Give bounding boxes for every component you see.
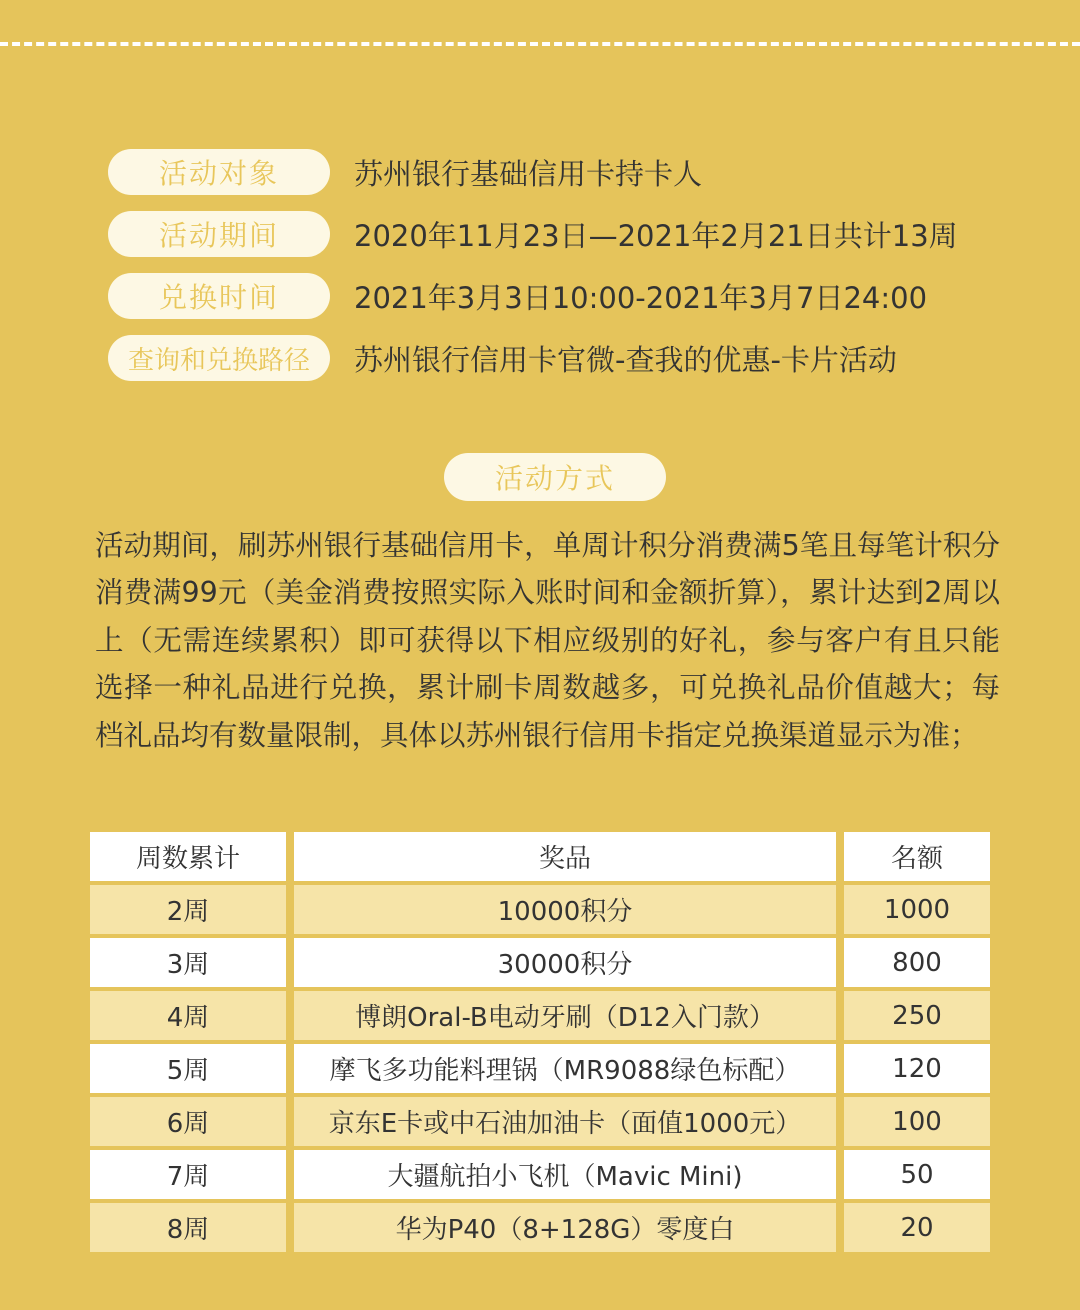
info-row-period <box>108 210 958 258</box>
cell-prize: 摩飞多功能料理锅（MR9088绿色标配） <box>294 1044 836 1093</box>
info-value: 2020年11月23日—2021年2月21日共计13周 <box>354 218 958 253</box>
info-value: 苏州银行信用卡官微-查我的优惠-卡片活动 <box>354 342 897 377</box>
cell-weeks: 3周 <box>90 938 286 987</box>
cell-weeks: 4周 <box>90 991 286 1040</box>
cell-quota: 800 <box>844 938 990 987</box>
header-quota: 名额 <box>844 832 990 881</box>
cell-weeks: 8周 <box>90 1203 286 1252</box>
table-header-row <box>90 832 990 881</box>
info-row-redeem-time <box>108 272 927 320</box>
info-value: 2021年3月3日10:00-2021年3月7日24:00 <box>354 280 928 315</box>
cell-quota: 50 <box>844 1150 990 1199</box>
info-label-pill: 兑换时间 <box>108 273 330 319</box>
table-row <box>90 885 990 934</box>
table-row <box>90 1150 990 1199</box>
cell-quota: 120 <box>844 1044 990 1093</box>
cell-quota: 250 <box>844 991 990 1040</box>
method-description: 活动期间，刷苏州银行基础信用卡，单周计积分消费满5笔且每笔计积分消费满99元（美金消费按照实际入账时间和金额折算），累计达到2周以上（无需连续累积）即可获得以下相应级别的好礼，参与客户有且只能选择一种礼品进行兑换，累计刷卡周数越多，可兑换礼品价值越大；每档礼品均有数量限制，具体以苏州银行信用卡指定兑换渠道显示为准； <box>95 529 1000 752</box>
cell-weeks: 5周 <box>90 1044 286 1093</box>
cell-prize: 博朗Oral-B电动牙刷（D12入门款） <box>294 991 836 1040</box>
info-value: 苏州银行基础信用卡持卡人 <box>354 156 703 191</box>
cell-prize: 30000积分 <box>294 938 836 987</box>
cell-quota: 100 <box>844 1097 990 1146</box>
info-label-pill: 活动对象 <box>108 149 330 195</box>
info-row-target <box>108 148 702 196</box>
table-row <box>90 1097 990 1146</box>
cell-prize: 京东E卡或中石油加油卡（面值1000元） <box>294 1097 836 1146</box>
cell-prize: 华为P40（8+128G）零度白 <box>294 1203 836 1252</box>
table-row <box>90 991 990 1040</box>
table-row <box>90 938 990 987</box>
cell-prize: 10000积分 <box>294 885 836 934</box>
cell-weeks: 7周 <box>90 1150 286 1199</box>
cell-quota: 1000 <box>844 885 990 934</box>
cell-quota: 20 <box>844 1203 990 1252</box>
method-title-pill: 活动方式 <box>444 453 666 501</box>
header-weeks: 周数累计 <box>90 832 286 881</box>
info-label-pill: 查询和兑换路径 <box>108 335 330 381</box>
info-label-pill: 活动期间 <box>108 211 330 257</box>
cell-weeks: 2周 <box>90 885 286 934</box>
cell-prize: 大疆航拍小飞机（Mavic Mini) <box>294 1150 836 1199</box>
header-prize: 奖品 <box>294 832 836 881</box>
info-row-path <box>108 334 897 382</box>
table-row <box>90 1044 990 1093</box>
top-dashed-divider <box>0 42 1080 46</box>
prize-table <box>90 832 990 1256</box>
cell-weeks: 6周 <box>90 1097 286 1146</box>
table-row <box>90 1203 990 1252</box>
